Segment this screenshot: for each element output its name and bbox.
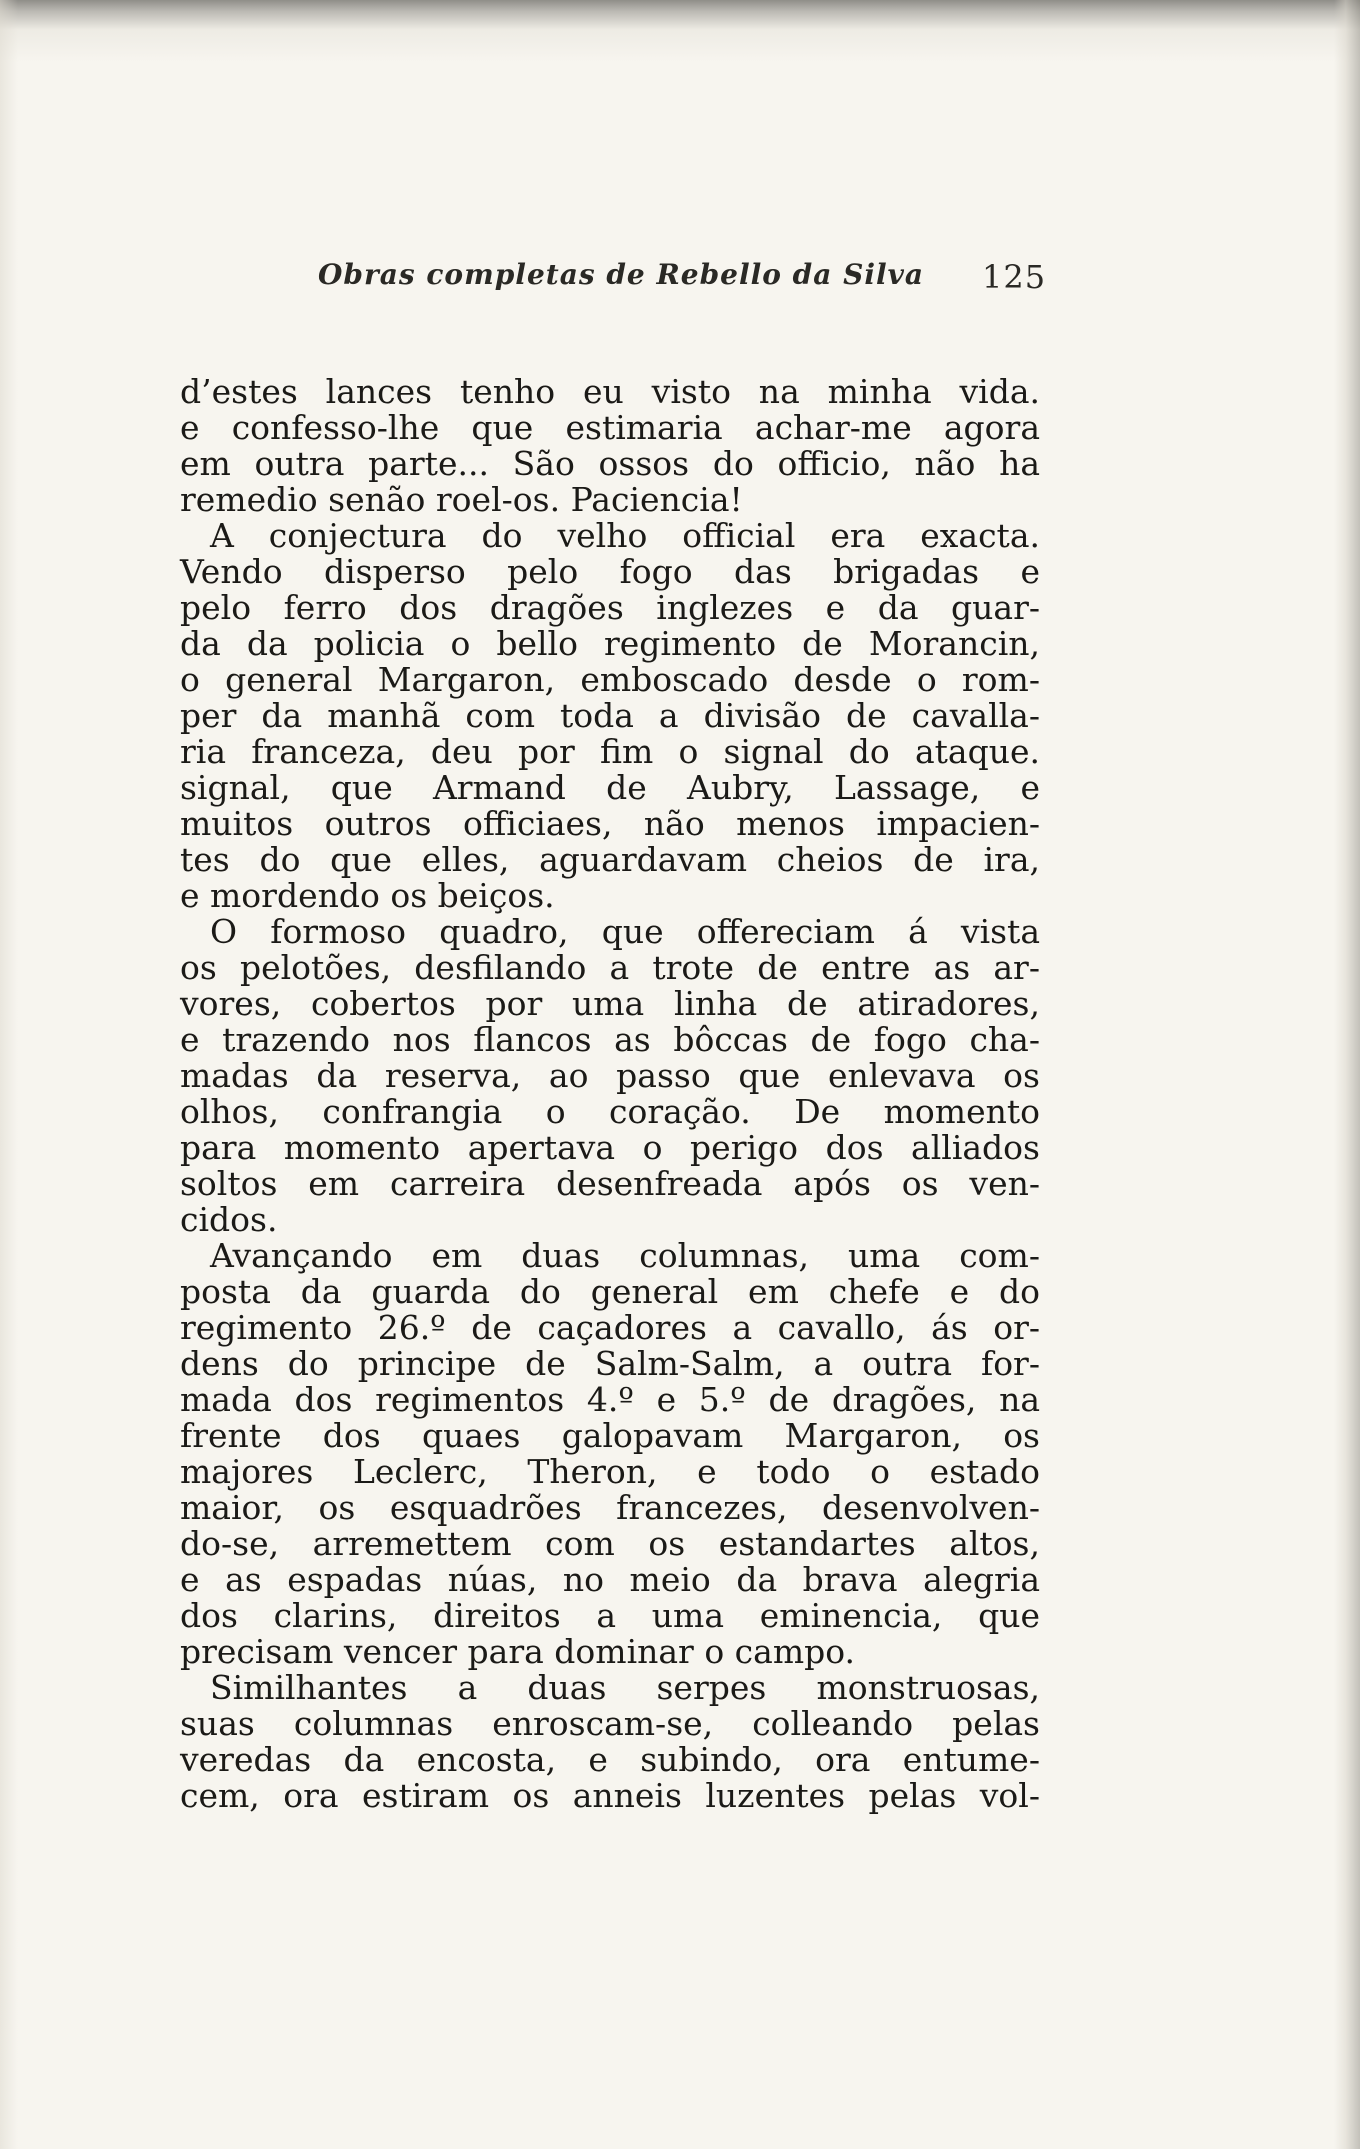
text-line: tes do que elles, aguardavam cheios de ira, (180, 840, 1040, 879)
text-line: Vendo disperso pelo fogo das brigadas e (180, 552, 1040, 591)
text-line: e trazendo nos flancos as bôccas de fogo cha- (180, 1020, 1040, 1059)
scanned-right-edge (1334, 0, 1360, 2149)
text-line: per da manhã com toda a divisão de cavalla- (180, 696, 1040, 735)
text-line: cem, ora estiram os anneis luzentes pelas vol- (180, 1776, 1040, 1815)
text-line: vores, cobertos por uma linha de atiradores, (180, 984, 1040, 1023)
text-line: do-se, arremettem com os estandartes altos, (180, 1524, 1040, 1563)
text-line: ria franceza, deu por fim o signal do ataque. (180, 732, 1040, 771)
text-line: e confesso-lhe que estimaria achar-me agora (180, 408, 1040, 447)
scanned-left-edge (0, 0, 18, 2149)
text-line: Avançando em duas columnas, uma com- (210, 1236, 1040, 1275)
text-line: A conjectura do velho official era exacta. (210, 516, 1040, 555)
text-line: e mordendo os beiços. (180, 876, 555, 915)
text-line: e as espadas núas, no meio da brava alegria (180, 1560, 1040, 1599)
body-text (180, 374, 1040, 1814)
text-line: da da policia o bello regimento de Morancin, (180, 624, 1040, 663)
text-line: signal, que Armand de Aubry, Lassage, e (180, 768, 1040, 807)
text-line: maior, os esquadrões francezes, desenvolven- (180, 1488, 1040, 1527)
text-line: precisam vencer para dominar o campo. (180, 1632, 856, 1671)
text-line: O formoso quadro, que offereciam á vista (210, 912, 1040, 951)
text-line: cidos. (180, 1200, 278, 1239)
text-line: regimento 26.º de caçadores a cavallo, ás or- (180, 1308, 1040, 1347)
text-line: d’estes lances tenho eu visto na minha vida. (180, 372, 1040, 411)
text-line: soltos em carreira desenfreada após os ven- (180, 1164, 1040, 1203)
page-number: 125 (982, 258, 1047, 296)
text-line: olhos, confrangia o coração. De momento (180, 1092, 1040, 1131)
text-line: Similhantes a duas serpes monstruosas, (210, 1668, 1040, 1707)
text-line: os pelotões, desfilando a trote de entre as ar- (180, 948, 1040, 987)
text-line: mada dos regimentos 4.º e 5.º de dragões, na (180, 1380, 1040, 1419)
text-line: madas da reserva, ao passo que enlevava os (180, 1056, 1040, 1095)
running-title: Obras completas de Rebello da Silva (318, 258, 925, 291)
text-line: em outra parte... São ossos do officio, não ha (180, 444, 1040, 483)
text-line: remedio senão roel-os. Paciencia! (180, 480, 743, 519)
text-line: muitos outros officiaes, não menos impacien- (180, 804, 1040, 843)
text-line: suas columnas enroscam-se, colleando pelas (180, 1704, 1040, 1743)
text-line: veredas da encosta, e subindo, ora entume- (180, 1740, 1040, 1779)
text-line: frente dos quaes galopavam Margaron, os (180, 1416, 1040, 1455)
text-line: majores Leclerc, Theron, e todo o estado (180, 1452, 1040, 1491)
running-header (0, 258, 1360, 308)
text-line: dos clarins, direitos a uma eminencia, que (180, 1596, 1040, 1635)
text-line: pelo ferro dos dragões inglezes e da guar- (180, 588, 1040, 627)
text-line: dens do principe de Salm-Salm, a outra for- (180, 1344, 1040, 1383)
text-line: posta da guarda do general em chefe e do (180, 1272, 1040, 1311)
text-line: para momento apertava o perigo dos alliados (180, 1128, 1040, 1167)
scanned-top-edge (0, 0, 1360, 62)
text-line: o general Margaron, emboscado desde o rom- (180, 660, 1040, 699)
